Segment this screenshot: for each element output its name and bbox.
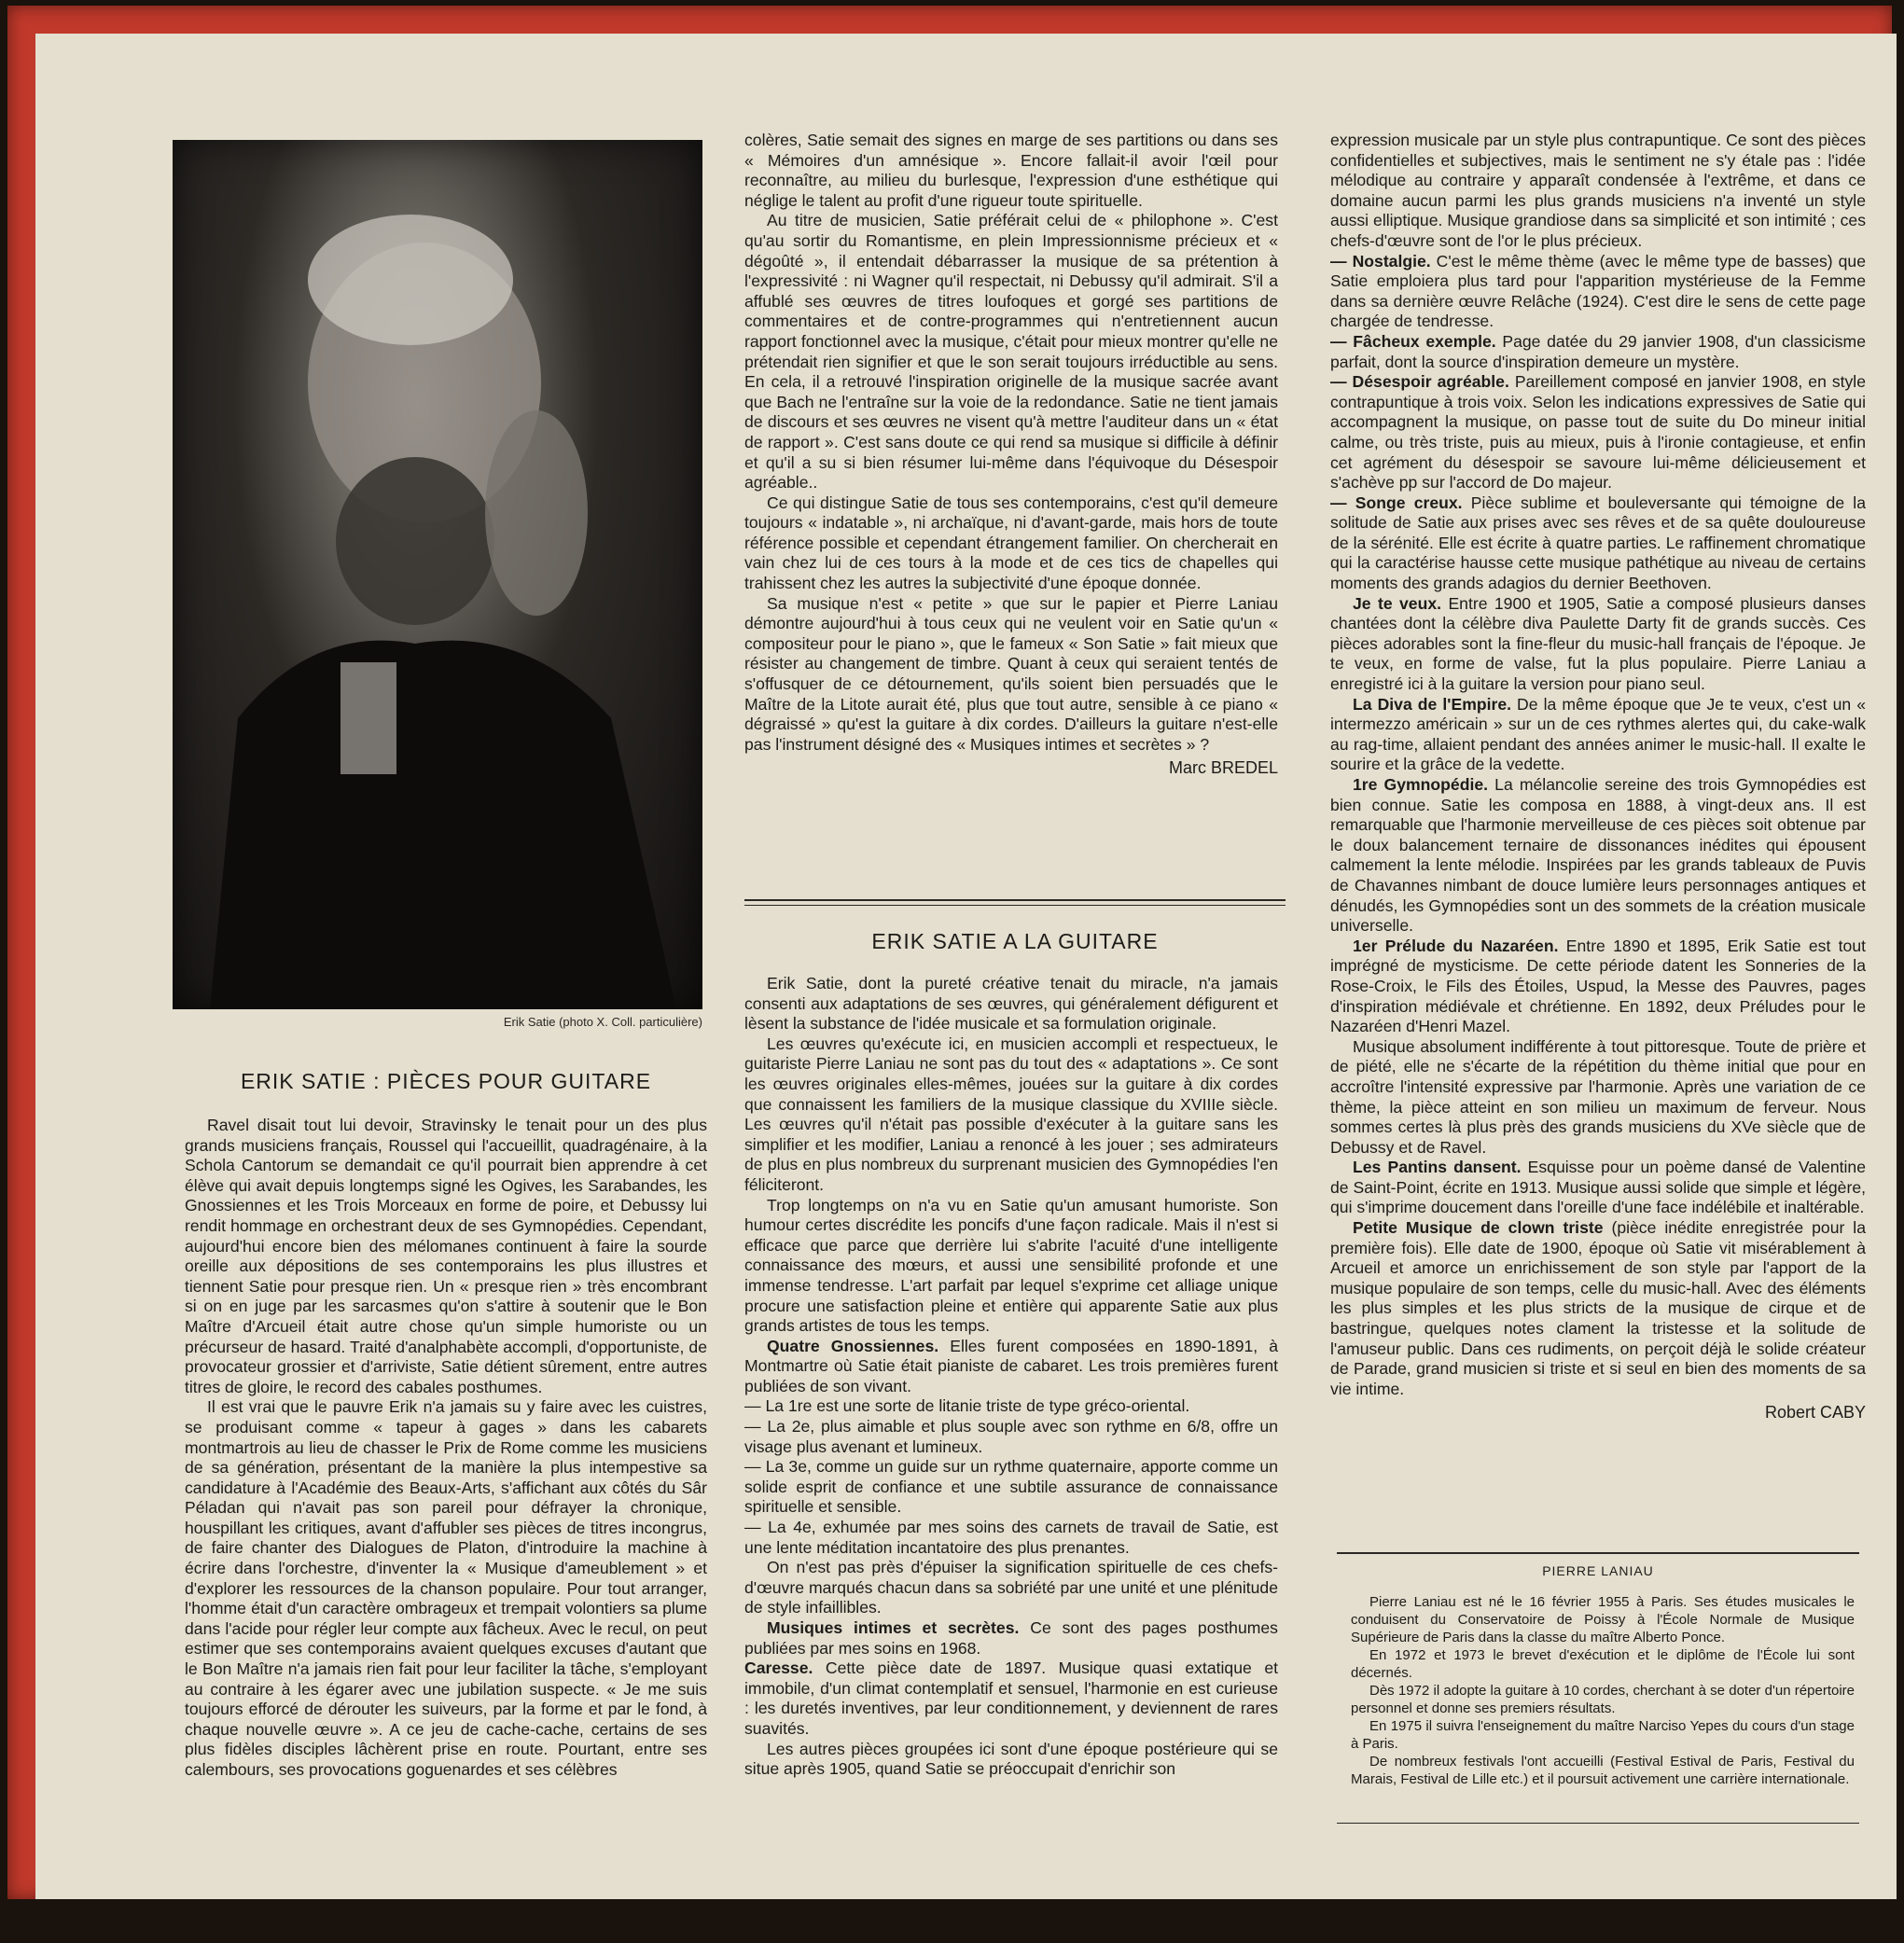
bio-heading: PIERRE LANIAU [1542, 1563, 1654, 1578]
right-column-text [1330, 131, 1866, 1423]
signature-bredel: Marc BREDEL [1168, 758, 1278, 778]
piece-entry [1330, 775, 1866, 937]
bio-bottom-rule [1337, 1823, 1859, 1824]
piece-title: Je te veux. [1353, 593, 1442, 613]
portrait-photo [173, 140, 702, 1009]
musiques-title: Musiques intimes et secrètes. [767, 1618, 1020, 1637]
liner-notes-page [35, 34, 1897, 1899]
piece-text: De la même époque que Je te veux, c'est un « intermezzo américain » sur un de ces rythmes alertes qui, du cake-walk au rag-time, allaient pendant des années animer le music-hall. Il exalte le sourire et la grâce de la vedette. [1330, 694, 1867, 774]
paragraph: En 1972 et 1973 le brevet d'exécution et le diplôme de l'École lui sont décernés. [1351, 1647, 1855, 1681]
piece-text: Pareillement composé en janvier 1908, en style contrapuntique à trois voix. Selon les indications expressives de Satie qui accompagnent la musique, on passe tout de suite du Do mineur initial calme, ou très triste, puis au mieux, puis à l'ironie contagieuse, et enfin cet agrément du désespoir se savoure lui-même délicieusement et s'achève pp sur l'accord de Do majeur. [1330, 372, 1866, 493]
musiques-paragraph [744, 1618, 1278, 1658]
paragraph: Pierre Laniau est né le 16 février 1955 à Paris. Ses études musicales le conduisent du Conservatoire de Poissy à l'École Normale de Musique Supérieure de Paris dans la classe du maître Alberto Ponce. [1351, 1594, 1855, 1645]
photo-caption: Erik Satie (photo X. Coll. particulière) [503, 1015, 702, 1029]
paragraph: Les œuvres qu'exécute ici, en musicien accompli et respectueux, le guitariste Pierre Laniau ne sont pas du tout des « adaptations ». Ce sont les œuvres originales elles-mêmes, jouées sur la guitare à dix cordes que connaissent les familiers de la musique classique du XVIIIe siècle. Les œuvres qu'il n'était pas possible d'exécuter à la guitare sans les simplifier et les modifier, Laniau a renoncé à les jouer ; ses admirateurs de plus en plus nombreux du surprenant musicien des Gymnopédies l'en féliciteront. [744, 1034, 1278, 1194]
bio-top-rule [1337, 1552, 1859, 1554]
piece-title: La Diva de l'Empire. [1353, 694, 1511, 714]
left-heading: ERIK SATIE : PIÈCES POUR GUITARE [240, 1069, 652, 1093]
piece-title: 1er Prélude du Nazaréen. [1353, 936, 1559, 955]
piece-text: Esquisse pour un poème dansé de Valentine de Saint-Point, écrite en 1913. Musique aussi solide que simple et légère, qui s'imprime doucement dans l'oreille d'une face indélébile et inaltérable. [1330, 1158, 1866, 1217]
section-divider [744, 899, 1286, 901]
piece-entry [1330, 1158, 1866, 1218]
piece-title: — Nostalgie. [1330, 251, 1431, 271]
middle-column-text [744, 131, 1278, 779]
gnossiennes-paragraph [744, 1337, 1278, 1397]
piece-entry [1330, 493, 1866, 594]
paragraph: colères, Satie semait des signes en marge de ses partitions ou dans ses « Mémoires d'un amnésique ». Encore fallait-il avoir l'œil pour reconnaître, au milieu du burlesque, l'expression d'une esthétique qui néglige le talent au profit d'une rigueur toute spirituelle. [744, 131, 1278, 210]
paragraph: Ravel disait tout lui devoir, Stravinsky le tenait pour un des plus grands musiciens français, Roussel qui l'accueillit, quadragénaire, à la Schola Cantorum se demandait ce qu'il pourrait bien apprendre à cet élève qui avait depuis longtemps signé les Ogives, les Sarabandes, les Gnossiennes et les Trois Morceaux en forme de poire, et Debussy lui rendit hommage en orchestrant deux de ses Gymnopédies. Cependant, aujourd'hui encore bien des mélomanes continuent à faire la sourde oreille aux dépositions de ses contemporains les plus illustres et tiennent Satie pour presque rien. Un « presque rien » très encombrant si on en juge par les sarcasmes qu'on s'attire à soutenir que le Bon Maître d'Arcueil était autre chose qu'un simple humoriste ou un précurseur de hasard. Traité d'analphabète accompli, d'opportuniste, de provocateur grossier et d'arriviste, Satie détient sûrement, entre autres titres de gloire, le record des cabales posthumes. [185, 1116, 707, 1396]
paragraph: On n'est pas près d'épuiser la signification spirituelle de ces chefs-d'œuvre marqués chacun dans sa sobriété par une unité et une plénitude de style infaillibles. [744, 1558, 1278, 1617]
list-item: — La 1re est une sorte de litanie triste de type gréco-oriental. [744, 1396, 1190, 1416]
piece-title: Les Pantins dansent. [1353, 1158, 1522, 1177]
piece-text: Pièce sublime et bouleversante qui témoigne de la solitude de Satie aux prises avec ses rêves et de sa quête douloureuse de la sérénité. Elle est écrite à quatre parties. Le raffinement chromatique qui la caractérise hausse cette musique pathétique au niveau de certains moments des grands adagios du dernier Beethoven. [1330, 493, 1866, 593]
piece-title: — Désespoir agréable. [1330, 372, 1509, 392]
piece-title: Petite Musique de clown triste [1353, 1218, 1604, 1238]
piece-text: Entre 1890 et 1895, Erik Satie est tout imprégné de mysticisme. De cette période datent les Sonneries de la Rose-Croix, le Fils des Étoiles, Uspud, la Messe des Pauvres, pages d'inspiration médiévale et chrétienne. En 1892, deux Préludes pour le Nazaréen d'Henri Mazel. [1330, 936, 1867, 1036]
piece-entry [1330, 594, 1866, 695]
piece-entry [1330, 252, 1866, 332]
paragraph: Ce qui distingue Satie de tous ses contemporains, c'est qu'il demeure toujours « indatable », ni archaïque, ni d'avant-garde, mais hors de toute référence possible et cependant étrangement familier. On chercherait en vain chez lui de ces tours à la mode et de ces tics de chapelles qui trahissent chez les autres la subjectivité d'une époque donnée. [744, 493, 1278, 593]
paragraph: Sa musique n'est « petite » que sur le papier et Pierre Laniau démontre aujourd'hui à tous ceux qui ne veulent voir en Satie qu'un « compositeur pour le piano », que le fameux « Son Satie » fait mieux que résister au changement de timbre. Quant à ceux qui seraient tentés de s'offusquer de ce détournement, qu'ils soient bien persuadés que le Maître de la Litote aurait été, plus que tout autre, sensible à ce piano « dégraissé » qu'est la guitare à dix cordes. D'ailleurs la guitare n'est-elle pas l'instrument désigné des « Musiques intimes et secrètes » ? [744, 593, 1278, 754]
list-item: — La 3e, comme un guide sur un rythme quaternaire, apporte comme un solide esprit de confiance et une subtile assurance de connaissance spirituelle et sensible. [744, 1457, 1278, 1517]
gnossiennes-intro: Elles furent composées en 1890-1891, à Montmartre où Satie était pianiste de cabaret. Les trois premières furent publiées de son vivant. [744, 1336, 1279, 1395]
paragraph: Il est vrai que le pauvre Erik n'a jamais su y faire avec les cuistres, se produisant comme « tapeur à gages » dans les cabarets montmartrois au lieu de chasser le Prix de Rome comme les musiciens de sa génération, présentant de la manière la plus intempestive sa candidature à l'Académie des Beaux-Arts, s'affichant aux côtés du Sâr Péladan qui n'avait pas son pareil pour défrayer la chronique, houspillant les critiques, avant d'affubler ses pièces de titres incongrus, de faire chanter des Dialogues de Platon, d'introduire la machine à écrire dans l'orchestre, d'inventer la « Musique d'ameublement » et d'explorer les ressources de la chanson populaire. Pour tout arranger, l'homme était d'un caractère ombrageux et trempait volontiers sa plume dans l'acide pour régler leur compte aux fâcheux. Avec le recul, on peut estimer que ses contemporains avaient quelques excuses d'autant que le Bon Maître n'a jamais rien fait pour leur faciliter la tâche, s'employant au contraire à les égarer avec une jubilation suspecte. « Je me suis toujours efforcé de dérouter les suiveurs, par la forme et par le fond, à chaque nouvelle œuvre ». A ce jeu de cache-cache, certains de ses plus fidèles disciples lâchèrent prise en route. Pourtant, entre ses calembours, ses provocations goguenardes et ses célèbres [185, 1397, 707, 1779]
piece-title: — Songe creux. [1330, 493, 1463, 512]
piece-entry [1330, 937, 1866, 1037]
gnossiennes-title: Quatre Gnossiennes. [767, 1336, 939, 1355]
paragraph: Au titre de musicien, Satie préférait celui de « philophone ». C'est qu'au sortir du Romantisme, en plein Impressionnisme précieux et « dégoûté », il entendait débarrasser la musique de sa prétention à l'expressivité : ni Wagner qu'il respectait, ni Debussy qu'il admirait. S'il a affublé ses œuvres de titres loufoques et gorgé ses partitions de commentaires et de contre-programmes qui n'entretiennent aucun rapport fonctionnel avec la musique, c'était pour mieux montrer qu'elle ne prétendait rien signifier et que le son serait toujours irréductible au sens. En cela, il a retrouvé l'inspiration originelle de la musique sacrée avant que Bach ne l'entraîne sur la voie de la redondance. Satie ne tient jamais de discours et ses œuvres ne visent qu'à mettre l'auditeur dans un « état de rapport ». C'est sans doute ce qui rend sa musique si difficile à définir et qu'il a su si bien résumer lui-même dans l'équivoque du Désespoir agréable.. [744, 211, 1278, 493]
list-item: — La 4e, exhumée par mes soins des carnets de travail de Satie, est une lente méditation incantatoire des plus prenantes. [744, 1518, 1278, 1557]
piece-text: Musique absolument indifférente à tout pittoresque. Toute de prière et de piété, elle ne s'écarte de la répétition du thème initial que pour en accroître l'intensité expressive par l'harmonie. Après une variation de ce thème, la pièce atteint en son milieu un maximum de ferveur. Nous sommes certes là plus près des grands musiciens du XVe siècle que de Debussy et de Ravel. [1330, 1036, 1866, 1157]
piece-entry [1330, 695, 1866, 775]
piece-entry [1330, 1218, 1866, 1399]
signature-caby: Robert CABY [1764, 1403, 1866, 1423]
paragraph: Trop longtemps on n'a vu en Satie qu'un amusant humoriste. Son humour certes discrédite les poncifs d'une façon radicale. Mais il n'est si efficace que parce que derrière lui s'abrite l'acuité d'une intelligente connaissance des mœurs, et aussi une sensibilité profonde et une immense tendresse. L'art parfait par lequel s'exprime cet alliage unique procure une satisfaction pleine et entière qui apparente Satie aux plus grands artistes de tous les temps. [744, 1195, 1278, 1336]
paragraph: Les autres pièces groupées ici sont d'une époque postérieure qui se situe après 1905, quand Satie se préoccupait d'enrichir son [744, 1739, 1278, 1779]
paragraph: Erik Satie, dont la pureté créative tenait du miracle, n'a jamais consenti aux adaptations de ses œuvres, qui généralement défigurent et lèsent la substance de l'idée musicale et sa formulation originale. [744, 974, 1278, 1034]
piece-text: La mélancolie sereine des trois Gymnopédies est bien connue. Satie les composa en 1888, à vingt-deux ans. Il est remarquable que l'harmonie merveilleuse de ces pièces soit obtenue par le doux balancement ternaire de dissonances inédites qui épousent calmement la lente mélodie. Inspirées par les grands tableaux de Puvis de Chavannes nimbant de douce lumière leurs personnages antiques et dénudés, les Gymnopédies sont un des sommets de la création musicale universelle. [1330, 775, 1866, 936]
piece-title: — Fâcheux exemple. [1330, 331, 1496, 351]
left-column-text [185, 1116, 707, 1781]
piece-entry [1330, 372, 1866, 493]
record-sleeve [7, 6, 1892, 1899]
piece-title: 1re Gymnopédie. [1353, 775, 1489, 794]
paragraph: Dès 1972 il adopte la guitare à 10 cordes, cherchant à se doter d'un répertoire personnel et donne ses premiers résultats. [1351, 1683, 1855, 1716]
paragraph: De nombreux festivals l'ont accueilli (Festival Estival de Paris, Festival du Marais, Festival de Lille etc.) et il poursuit activement une carrière internationale. [1351, 1754, 1855, 1787]
piece-text: (pièce inédite enregistrée pour la première fois). Elle date de 1900, époque où Satie vit misérablement à Arcueil et amorce un enrichissement de son style par l'apport de la musique populaire de son temps, celle du music-hall. Avec des éléments les plus simples et les plus stricts de la musique de cirque et de bastringue, quelques notes clament la tristesse et la solitude de l'amuseur public. Dans ces rudiments, on perçoit déjà le solide créateur de Parade, grand musicien si triste et si seul en bien des moments de sa vie intime. [1330, 1218, 1866, 1398]
caresse-paragraph [744, 1658, 1278, 1739]
paragraph: En 1975 il suivra l'enseignement du maître Narciso Yepes du cours d'un stage à Paris. [1351, 1718, 1855, 1752]
piece-text: Page datée du 29 janvier 1908, d'un classicisme parfait, dont la source d'inspiration demeure un mystère. [1330, 331, 1866, 371]
caresse-text: Cette pièce date de 1897. Musique quasi extatique et immobile, d'un climat contemplatif et sensuel, l'harmonie en est curieuse : les duretés inventives, par leur conditionnement, y deviennent de rares suavités. [744, 1658, 1278, 1738]
section-divider [744, 905, 1286, 906]
middle-heading: ERIK SATIE A LA GUITARE [871, 929, 1159, 953]
portrait-silhouette-icon [173, 140, 702, 1009]
piece-text: Entre 1900 et 1905, Satie a composé plusieurs danses chantées dont la célèbre diva Paulette Darty fit de grands succès. Ces pièces adorables sont la fine-fleur du music-hall français de l'époque. Je te veux, en forme de valse, fut la plus populaire. Pierre Laniau a enregistré ici à la guitare la version pour piano seul. [1330, 593, 1866, 694]
list-item: — La 2e, plus aimable et plus souple avec son rythme en 6/8, offre un visage plus avenant et lumineux. [744, 1417, 1278, 1456]
piece-entry [1330, 332, 1866, 372]
paragraph: expression musicale par un style plus contrapuntique. Ce sont des pièces confidentielles et subjectives, mais le sentiment ne s'y étale pas : l'idée mélodique au contraire y apparaît condensée à l'extrême, et dans ce domaine aucun parmi les plus grands musiciens n'a inventé un style aussi elliptique. Musique grandiose dans sa simplicité et son intimité ; ces chefs-d'œuvre sont de l'or le plus précieux. [1330, 131, 1866, 250]
bio-text [1351, 1593, 1855, 1788]
piece-text: C'est le même thème (avec le même type de basses) que Satie emploiera plus tard pour l'apparition mystérieuse de la Femme dans sa dernière œuvre Relâche (1924). C'est dire le sens de cette page chargée de tendresse. [1330, 251, 1867, 331]
middle-column-text-2 [744, 974, 1278, 1780]
piece-entry [1330, 1037, 1866, 1159]
musiques-intro: Ce sont des pages posthumes publiées par mes soins en 1968. [744, 1618, 1278, 1658]
caresse-title: Caresse. [744, 1658, 813, 1678]
